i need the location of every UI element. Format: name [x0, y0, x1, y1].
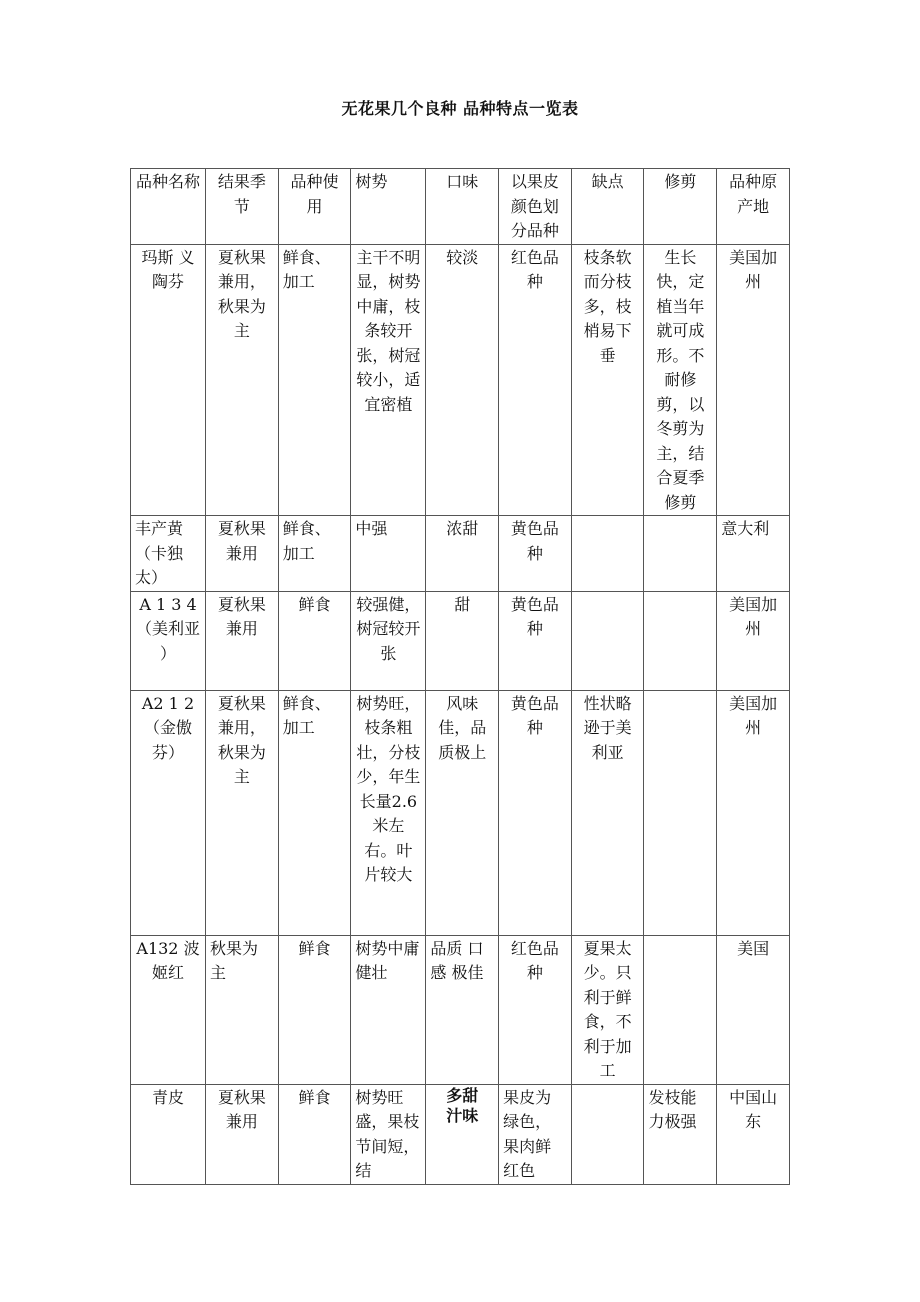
table-cell: 果皮为绿色，果肉鲜红色	[499, 1084, 572, 1184]
table-cell: 中强	[351, 516, 426, 592]
table-cell: 鲜食、加工	[278, 690, 351, 935]
table-cell: 美国加州	[717, 591, 790, 690]
table-cell: 黄色品种	[499, 591, 572, 690]
header-cell: 结果季节	[205, 169, 278, 245]
table-cell: 生长快，定植当年就可成形。不耐修剪，以冬剪为主，结合夏季修剪	[644, 244, 717, 516]
header-cell: 品种使用	[278, 169, 351, 245]
table-cell	[644, 516, 717, 592]
table-cell: 鲜食、加工	[278, 516, 351, 592]
table-cell: 浓甜	[426, 516, 499, 592]
table-cell: 发枝能力极强	[644, 1084, 717, 1184]
table-cell: 鲜食	[278, 591, 351, 690]
table-cell: 夏秋果兼用，秋果为主	[205, 690, 278, 935]
table-cell: 性状略逊于美利亚	[571, 690, 644, 935]
table-cell: 风味佳，品质极上	[426, 690, 499, 935]
table-cell: 红色品种	[499, 935, 572, 1084]
table-cell: A 1 3 4（美利亚 ）	[131, 591, 206, 690]
table-cell: A132 波姬红	[131, 935, 206, 1084]
table-cell: 主干不明显，树势中庸，枝条较开张，树冠较小，适宜密植	[351, 244, 426, 516]
header-cell: 品种原产地	[717, 169, 790, 245]
table-cell: 夏秋果兼用	[205, 591, 278, 690]
table-row	[131, 591, 790, 690]
table-cell: A2 1 2 （金傲芬）	[131, 690, 206, 935]
table-row	[131, 1084, 790, 1184]
header-cell: 缺点	[571, 169, 644, 245]
table-cell: 黄色品种	[499, 690, 572, 935]
table-cell: 中国山东	[717, 1084, 790, 1184]
table-cell	[644, 591, 717, 690]
table-cell: 秋果为主	[205, 935, 278, 1084]
table-cell: 多甜 汁味	[426, 1084, 499, 1184]
table-cell: 美国加州	[717, 690, 790, 935]
table-cell: 鲜食、加工	[278, 244, 351, 516]
header-cell: 口味	[426, 169, 499, 245]
table-cell: 丰产黄（卡独太）	[131, 516, 206, 592]
table-cell: 甜	[426, 591, 499, 690]
table-cell: 树势中庸健壮	[351, 935, 426, 1084]
header-cell: 以果皮颜色划分品种	[499, 169, 572, 245]
table-cell	[644, 935, 717, 1084]
table-cell: 黄色品种	[499, 516, 572, 592]
document-title: 无花果几个良种 品种特点一览表	[341, 99, 579, 118]
table-cell: 品质 口感 极佳	[426, 935, 499, 1084]
table-cell: 意大利	[717, 516, 790, 592]
table-row	[131, 244, 790, 516]
table-cell: 鲜食	[278, 1084, 351, 1184]
header-cell: 品种名称	[131, 169, 206, 245]
table-cell: 树势旺盛，果枝节间短，结	[351, 1084, 426, 1184]
header-cell: 修剪	[644, 169, 717, 245]
table-row	[131, 690, 790, 935]
table-cell: 鲜食	[278, 935, 351, 1084]
table-cell: 较淡	[426, 244, 499, 516]
table-cell	[571, 591, 644, 690]
header-cell: 树势	[351, 169, 426, 245]
table-cell: 树势旺，枝条粗壮，分枝少，年生长量2.6 米左 右。叶 片较大	[351, 690, 426, 935]
table-cell	[644, 690, 717, 935]
table-cell: 青皮	[131, 1084, 206, 1184]
table-cell: 夏秋果兼用，秋果为主	[205, 244, 278, 516]
table-cell	[571, 1084, 644, 1184]
table-cell: 美国	[717, 935, 790, 1084]
table-row	[131, 935, 790, 1084]
variety-table	[130, 168, 790, 1185]
table-cell: 夏秋果兼用	[205, 1084, 278, 1184]
table-row	[131, 516, 790, 592]
table-cell: 夏果太少。只利于鲜食，不利于加工	[571, 935, 644, 1084]
table-cell: 红色品种	[499, 244, 572, 516]
table-cell: 枝条软而分枝多，枝梢易下垂	[571, 244, 644, 516]
table-cell: 美国加州	[717, 244, 790, 516]
table-cell: 玛斯 义陶芬	[131, 244, 206, 516]
table-cell: 夏秋果兼用	[205, 516, 278, 592]
table-cell	[571, 516, 644, 592]
table-header-row	[131, 169, 790, 245]
table-cell: 较强健，树冠较开张	[351, 591, 426, 690]
